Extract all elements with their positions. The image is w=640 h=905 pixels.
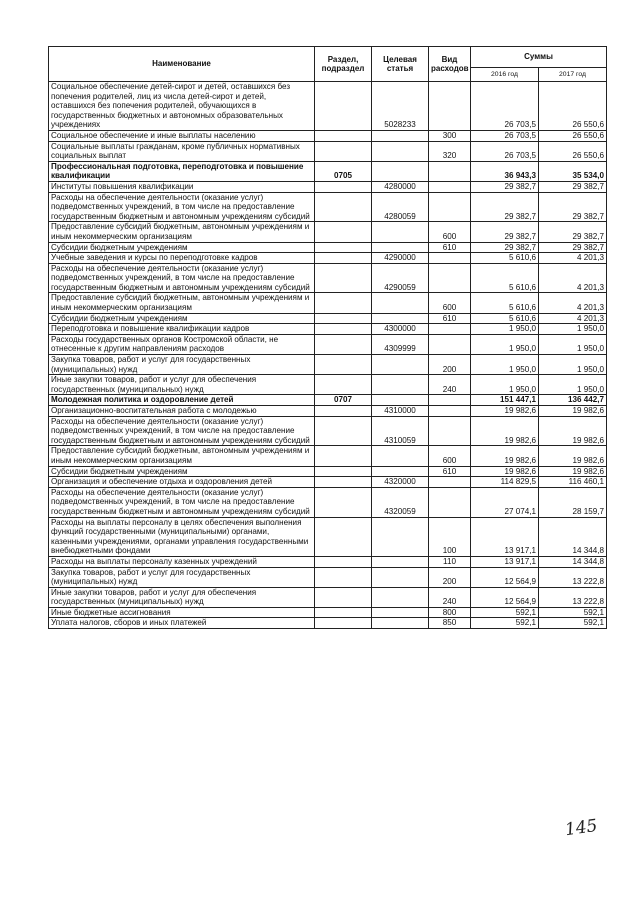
- cell-2017: 29 382,7: [539, 181, 607, 192]
- table-row: [49, 618, 607, 629]
- cell-name: Молодежная политика и оздоровление детей: [49, 395, 315, 406]
- cell-kind: [429, 253, 471, 264]
- cell-kind: [429, 487, 471, 517]
- cell-name: Профессиональная подготовка, переподготовка и повышение квалификации: [49, 161, 315, 181]
- cell-target: [372, 293, 429, 313]
- cell-section: [315, 130, 372, 141]
- cell-kind: [429, 192, 471, 222]
- cell-kind: 240: [429, 587, 471, 607]
- cell-target: [372, 618, 429, 629]
- cell-target: [372, 567, 429, 587]
- cell-target: 4320059: [372, 487, 429, 517]
- cell-2016: 1 950,0: [471, 324, 539, 335]
- cell-target: [372, 607, 429, 618]
- cell-target: [372, 466, 429, 477]
- cell-kind: 610: [429, 313, 471, 324]
- cell-name: Расходы на выплаты персоналу казенных учреждений: [49, 556, 315, 567]
- cell-2016: 26 703,5: [471, 82, 539, 131]
- cell-target: 4280000: [372, 181, 429, 192]
- table-row: [49, 487, 607, 517]
- cell-section: [315, 253, 372, 264]
- cell-name: Расходы на обеспечение деятельности (оказание услуг) подведомственных учреждений, в том числе на предоставление государственным бюджетным и автономным учреждениям субсидий: [49, 263, 315, 293]
- cell-name: Организационно-воспитательная работа с молодежью: [49, 406, 315, 417]
- cell-target: 4290059: [372, 263, 429, 293]
- cell-name: Расходы государственных органов Костромской области, не отнесенные к другим направлениям расходов: [49, 334, 315, 354]
- cell-section: [315, 181, 372, 192]
- cell-target: [372, 242, 429, 253]
- cell-target: 4290000: [372, 253, 429, 264]
- cell-section: [315, 141, 372, 161]
- cell-section: [315, 355, 372, 375]
- cell-2016: 151 447,1: [471, 395, 539, 406]
- cell-2016: 27 074,1: [471, 487, 539, 517]
- table-row: [49, 567, 607, 587]
- cell-name: Расходы на обеспечение деятельности (оказание услуг) подведомственных учреждений, в том числе на предоставление государственным бюджетным и автономным учреждениям субсидий: [49, 416, 315, 446]
- table-row: [49, 82, 607, 131]
- cell-2017: 26 550,6: [539, 82, 607, 131]
- cell-2016: 12 564,9: [471, 567, 539, 587]
- cell-2017: 1 950,0: [539, 355, 607, 375]
- cell-kind: [429, 334, 471, 354]
- cell-2017: 4 201,3: [539, 253, 607, 264]
- cell-name: Предоставление субсидий бюджетным, автономным учреждениям и иным некоммерческим организациям: [49, 446, 315, 466]
- cell-name: Расходы на выплаты персоналу в целях обеспечения выполнения функций государственными (муниципальными) органами, казенными учреждениями, органами управления государственными внебюджетными фондами: [49, 517, 315, 556]
- cell-target: 4280059: [372, 192, 429, 222]
- cell-section: [315, 82, 372, 131]
- cell-2016: 5 610,6: [471, 263, 539, 293]
- cell-2017: 29 382,7: [539, 222, 607, 242]
- header-target: Целевая статья: [372, 47, 429, 82]
- cell-2016: 12 564,9: [471, 587, 539, 607]
- cell-name: Переподготовка и повышение квалификации кадров: [49, 324, 315, 335]
- cell-kind: 200: [429, 355, 471, 375]
- cell-kind: 600: [429, 446, 471, 466]
- cell-2017: 26 550,6: [539, 130, 607, 141]
- cell-2017: 29 382,7: [539, 192, 607, 222]
- cell-name: Социальное обеспечение детей-сирот и детей, оставшихся без попечения родителей, лиц из числа детей-сирот и детей, оставшихся без попечения родителей, обучающихся в государственных бюджетных и автономных образовательных учреждениях: [49, 82, 315, 131]
- table-row: [49, 446, 607, 466]
- cell-2017: 1 950,0: [539, 375, 607, 395]
- table-body: [49, 82, 607, 629]
- cell-section: 0707: [315, 395, 372, 406]
- cell-2017: 19 982,6: [539, 446, 607, 466]
- table-row: [49, 355, 607, 375]
- cell-target: [372, 141, 429, 161]
- cell-2016: 19 982,6: [471, 446, 539, 466]
- cell-section: [315, 556, 372, 567]
- cell-2016: 13 917,1: [471, 556, 539, 567]
- cell-kind: 320: [429, 141, 471, 161]
- cell-2016: 1 950,0: [471, 375, 539, 395]
- cell-2017: 14 344,8: [539, 556, 607, 567]
- cell-2017: 116 460,1: [539, 477, 607, 488]
- cell-name: Расходы на обеспечение деятельности (оказание услуг) подведомственных учреждений, в том числе на предоставление государственным бюджетным и автономным учреждениям субсидий: [49, 192, 315, 222]
- cell-name: Иные бюджетные ассигнования: [49, 607, 315, 618]
- table-row: [49, 130, 607, 141]
- cell-kind: 240: [429, 375, 471, 395]
- cell-kind: 610: [429, 242, 471, 253]
- cell-section: [315, 313, 372, 324]
- cell-2017: 13 222,8: [539, 567, 607, 587]
- table-row: [49, 607, 607, 618]
- table-row: [49, 293, 607, 313]
- table-row: [49, 313, 607, 324]
- header-name: Наименование: [49, 47, 315, 82]
- cell-target: [372, 395, 429, 406]
- cell-kind: 800: [429, 607, 471, 618]
- cell-2016: 26 703,5: [471, 141, 539, 161]
- cell-2016: 114 829,5: [471, 477, 539, 488]
- cell-2017: 4 201,3: [539, 263, 607, 293]
- table-row: [49, 556, 607, 567]
- cell-kind: [429, 161, 471, 181]
- cell-target: [372, 355, 429, 375]
- cell-name: Институты повышения квалификации: [49, 181, 315, 192]
- cell-target: [372, 130, 429, 141]
- cell-2017: 19 982,6: [539, 406, 607, 417]
- cell-section: [315, 375, 372, 395]
- cell-target: 4300000: [372, 324, 429, 335]
- cell-name: Организация и обеспечение отдыха и оздоровления детей: [49, 477, 315, 488]
- page-number: 145: [563, 815, 599, 841]
- cell-2017: 592,1: [539, 618, 607, 629]
- cell-kind: 600: [429, 293, 471, 313]
- cell-2017: 592,1: [539, 607, 607, 618]
- cell-kind: 850: [429, 618, 471, 629]
- table-row: [49, 324, 607, 335]
- cell-section: [315, 406, 372, 417]
- cell-kind: 600: [429, 222, 471, 242]
- cell-target: [372, 556, 429, 567]
- header-sums: Суммы: [471, 47, 607, 68]
- header-kind: Вид расходов: [429, 47, 471, 82]
- cell-kind: 110: [429, 556, 471, 567]
- header-year-2017: 2017 год: [539, 68, 607, 82]
- table-row: [49, 395, 607, 406]
- cell-name: Предоставление субсидий бюджетным, автономным учреждениям и иным некоммерческим организациям: [49, 222, 315, 242]
- cell-target: [372, 517, 429, 556]
- cell-section: [315, 416, 372, 446]
- cell-2016: 592,1: [471, 618, 539, 629]
- cell-2016: 5 610,6: [471, 313, 539, 324]
- cell-2016: 36 943,3: [471, 161, 539, 181]
- cell-2016: 19 982,6: [471, 466, 539, 477]
- cell-kind: [429, 416, 471, 446]
- budget-table: [48, 46, 607, 629]
- table-row: [49, 181, 607, 192]
- cell-target: [372, 446, 429, 466]
- cell-2017: 19 982,6: [539, 466, 607, 477]
- cell-section: [315, 466, 372, 477]
- cell-2017: 1 950,0: [539, 324, 607, 335]
- cell-target: 4309999: [372, 334, 429, 354]
- cell-target: 4310000: [372, 406, 429, 417]
- table-row: [49, 161, 607, 181]
- cell-section: [315, 222, 372, 242]
- cell-target: 5028233: [372, 82, 429, 131]
- table-row: [49, 466, 607, 477]
- table-row: [49, 477, 607, 488]
- cell-2016: 19 982,6: [471, 416, 539, 446]
- table-row: [49, 334, 607, 354]
- cell-kind: [429, 181, 471, 192]
- cell-target: [372, 587, 429, 607]
- cell-2017: 136 442,7: [539, 395, 607, 406]
- cell-2016: 29 382,7: [471, 181, 539, 192]
- table-row: [49, 253, 607, 264]
- cell-name: Уплата налогов, сборов и иных платежей: [49, 618, 315, 629]
- cell-section: [315, 242, 372, 253]
- cell-2016: 5 610,6: [471, 253, 539, 264]
- cell-section: [315, 517, 372, 556]
- cell-2017: 19 982,6: [539, 416, 607, 446]
- cell-name: Закупка товаров, работ и услуг для государственных (муниципальных) нужд: [49, 355, 315, 375]
- cell-section: [315, 487, 372, 517]
- cell-name: Социальное обеспечение и иные выплаты населению: [49, 130, 315, 141]
- cell-2017: 29 382,7: [539, 242, 607, 253]
- cell-kind: 300: [429, 130, 471, 141]
- cell-section: [315, 334, 372, 354]
- cell-name: Социальные выплаты гражданам, кроме публичных нормативных социальных выплат: [49, 141, 315, 161]
- table-row: [49, 141, 607, 161]
- cell-2016: 29 382,7: [471, 192, 539, 222]
- cell-2017: 1 950,0: [539, 334, 607, 354]
- cell-2016: 1 950,0: [471, 334, 539, 354]
- cell-section: [315, 618, 372, 629]
- budget-table-sheet: [48, 46, 606, 629]
- cell-target: [372, 161, 429, 181]
- cell-2016: 29 382,7: [471, 242, 539, 253]
- table-row: [49, 406, 607, 417]
- cell-kind: [429, 395, 471, 406]
- cell-section: [315, 324, 372, 335]
- cell-name: Расходы на обеспечение деятельности (оказание услуг) подведомственных учреждений, в том числе на предоставление государственным бюджетным и автономным учреждениям субсидий: [49, 487, 315, 517]
- cell-2016: 1 950,0: [471, 355, 539, 375]
- cell-section: 0705: [315, 161, 372, 181]
- cell-section: [315, 607, 372, 618]
- cell-2017: 26 550,6: [539, 141, 607, 161]
- cell-target: 4320000: [372, 477, 429, 488]
- cell-2017: 13 222,8: [539, 587, 607, 607]
- cell-kind: 100: [429, 517, 471, 556]
- cell-2016: 592,1: [471, 607, 539, 618]
- header-year-2016: 2016 год: [471, 68, 539, 82]
- cell-name: Предоставление субсидий бюджетным, автономным учреждениям и иным некоммерческим организациям: [49, 293, 315, 313]
- cell-kind: 610: [429, 466, 471, 477]
- cell-2016: 5 610,6: [471, 293, 539, 313]
- cell-kind: [429, 263, 471, 293]
- cell-name: Учебные заведения и курсы по переподготовке кадров: [49, 253, 315, 264]
- cell-section: [315, 446, 372, 466]
- table-row: [49, 192, 607, 222]
- cell-section: [315, 192, 372, 222]
- cell-target: 4310059: [372, 416, 429, 446]
- cell-name: Субсидии бюджетным учреждениям: [49, 466, 315, 477]
- cell-section: [315, 263, 372, 293]
- table-row: [49, 587, 607, 607]
- table-row: [49, 263, 607, 293]
- header-section: Раздел, подраздел: [315, 47, 372, 82]
- cell-2016: 26 703,5: [471, 130, 539, 141]
- table-row: [49, 242, 607, 253]
- cell-section: [315, 477, 372, 488]
- table-row: [49, 416, 607, 446]
- cell-2016: 19 982,6: [471, 406, 539, 417]
- cell-section: [315, 567, 372, 587]
- cell-name: Закупка товаров, работ и услуг для государственных (муниципальных) нужд: [49, 567, 315, 587]
- cell-2016: 29 382,7: [471, 222, 539, 242]
- cell-2017: 14 344,8: [539, 517, 607, 556]
- cell-2017: 4 201,3: [539, 293, 607, 313]
- cell-kind: 200: [429, 567, 471, 587]
- cell-2017: 35 534,0: [539, 161, 607, 181]
- cell-2016: 13 917,1: [471, 517, 539, 556]
- cell-section: [315, 587, 372, 607]
- table-row: [49, 375, 607, 395]
- table-row: [49, 517, 607, 556]
- cell-target: [372, 222, 429, 242]
- cell-name: Субсидии бюджетным учреждениям: [49, 313, 315, 324]
- table-row: [49, 222, 607, 242]
- cell-name: Иные закупки товаров, работ и услуг для обеспечения государственных (муниципальных) нужд: [49, 375, 315, 395]
- cell-kind: [429, 324, 471, 335]
- cell-target: [372, 313, 429, 324]
- cell-kind: [429, 406, 471, 417]
- cell-section: [315, 293, 372, 313]
- cell-2017: 4 201,3: [539, 313, 607, 324]
- cell-kind: [429, 477, 471, 488]
- cell-kind: [429, 82, 471, 131]
- cell-name: Иные закупки товаров, работ и услуг для обеспечения государственных (муниципальных) нужд: [49, 587, 315, 607]
- cell-2017: 28 159,7: [539, 487, 607, 517]
- cell-name: Субсидии бюджетным учреждениям: [49, 242, 315, 253]
- cell-target: [372, 375, 429, 395]
